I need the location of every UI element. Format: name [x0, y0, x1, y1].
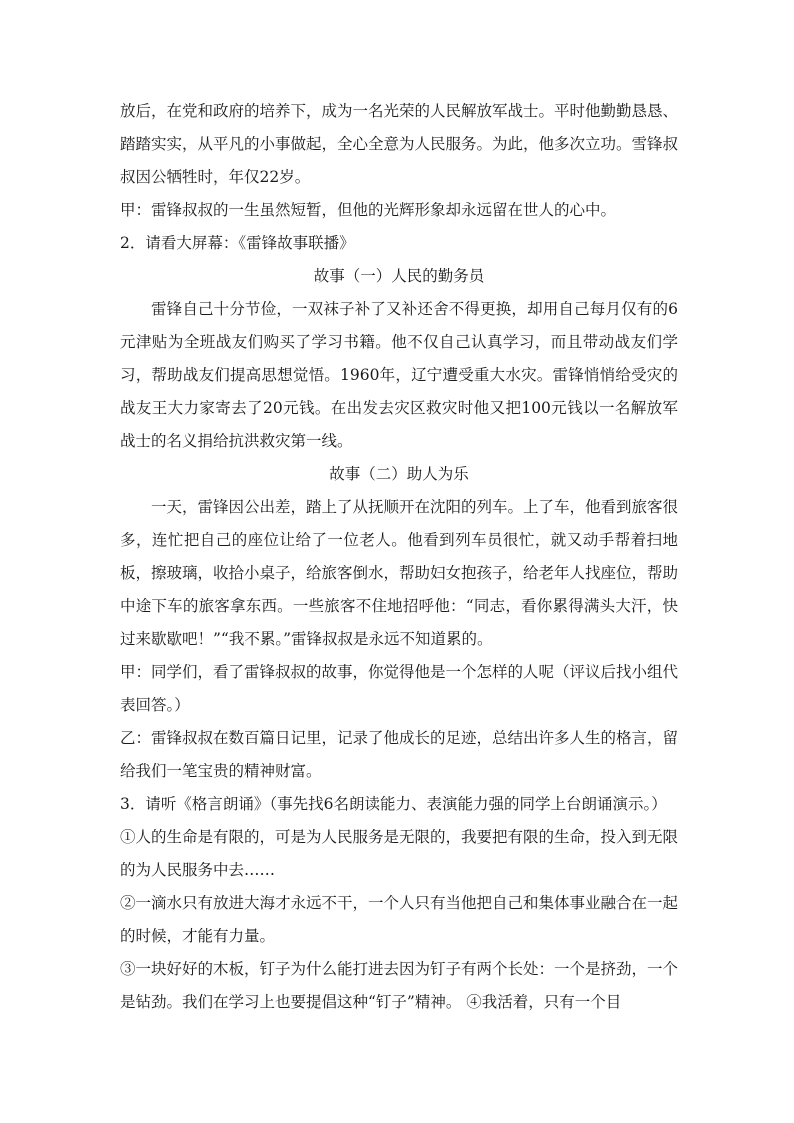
story-two-title: 故事（二）助人为乐 [329, 465, 469, 483]
story-one-body: 雷锋自己十分节俭，一双袜子补了又补还舍不得更换，却用自己每月仅有的6元津贴为全班战友们购买了学习书籍。他不仅自己认真学习，而且带动战友们学习，帮助战友们提高思想觉悟。1960年，辽宁遭受重大水灾。雷锋悄悄给受灾的战友王大力家寄去了20元钱。在出发去灾区救灾时他又把100元钱以一名解放军战士的名义捐给抗洪救灾第一线。 [120, 300, 678, 450]
paragraph-jia-question: 甲：同学们，看了雷锋叔叔的故事，你觉得他是一个怎样的人呢（评议后找小组代表回答。） [120, 663, 679, 714]
section-heading-stories: 2．请看大屏幕：《雷锋故事联播》 [120, 234, 355, 252]
paragraph-yi-diary: 乙：雷锋叔叔在数百篇日记里，记录了他成长的足迹，总结出许多人生的格言，留给我们一笔宝贵的精神财富。 [120, 729, 679, 780]
section-heading-quotes: 3．请听《格言朗诵》（事先找6名朗读能力、表演能力强的同学上台朗诵演示。） [120, 795, 667, 813]
story-two-body: 一天，雷锋因公出差，踏上了从抚顺开在沈阳的列车。上了车，他看到旅客很多，连忙把自己的座位让给了一位老人。他看到列车员很忙，就又动手帮着扫地板，擦玻璃，收拾小桌子，给旅客倒水，帮助妇女抱孩子，给老年人找座位，帮助中途下车的旅客拿东西。一些旅客不住地招呼他：“同志，看你累得满头大汗，快过来歇歇吧！”“我不累。”雷锋叔叔是永远不知道累的。 [120, 498, 679, 648]
quote-one: ①人的生命是有限的，可是为人民服务是无限的，我要把有限的生命，投入到无限的为人民服务中去…… [120, 828, 679, 879]
quote-three-four: ③一块好好的木板，钉子为什么能打进去因为钉子有两个长处：一个是挤劲，一个是钻劲。我们在学习上也要提倡这种“钉子”精神。 ④我活着，只有一个目 [120, 960, 679, 1011]
document-body [120, 95, 678, 1019]
paragraph-jia-summary: 甲：雷锋叔叔的一生虽然短暂，但他的光辉形象却永远留在世人的心中。 [120, 201, 617, 219]
quote-two: ②一滴水只有放进大海才永远不干，一个人只有当他把自己和集体事业融合在一起的时候，才能有力量。 [120, 894, 679, 945]
story-one-title: 故事（一）人民的勤务员 [313, 267, 485, 285]
paragraph-intro-continued: 放后，在党和政府的培养下，成为一名光荣的人民解放军战士。平时他勤勤恳恳、踏踏实实，从平凡的小事做起，全心全意为人民服务。为此，他多次立功。雪锋叔叔因公牺牲时，年仅22岁。 [120, 102, 679, 186]
